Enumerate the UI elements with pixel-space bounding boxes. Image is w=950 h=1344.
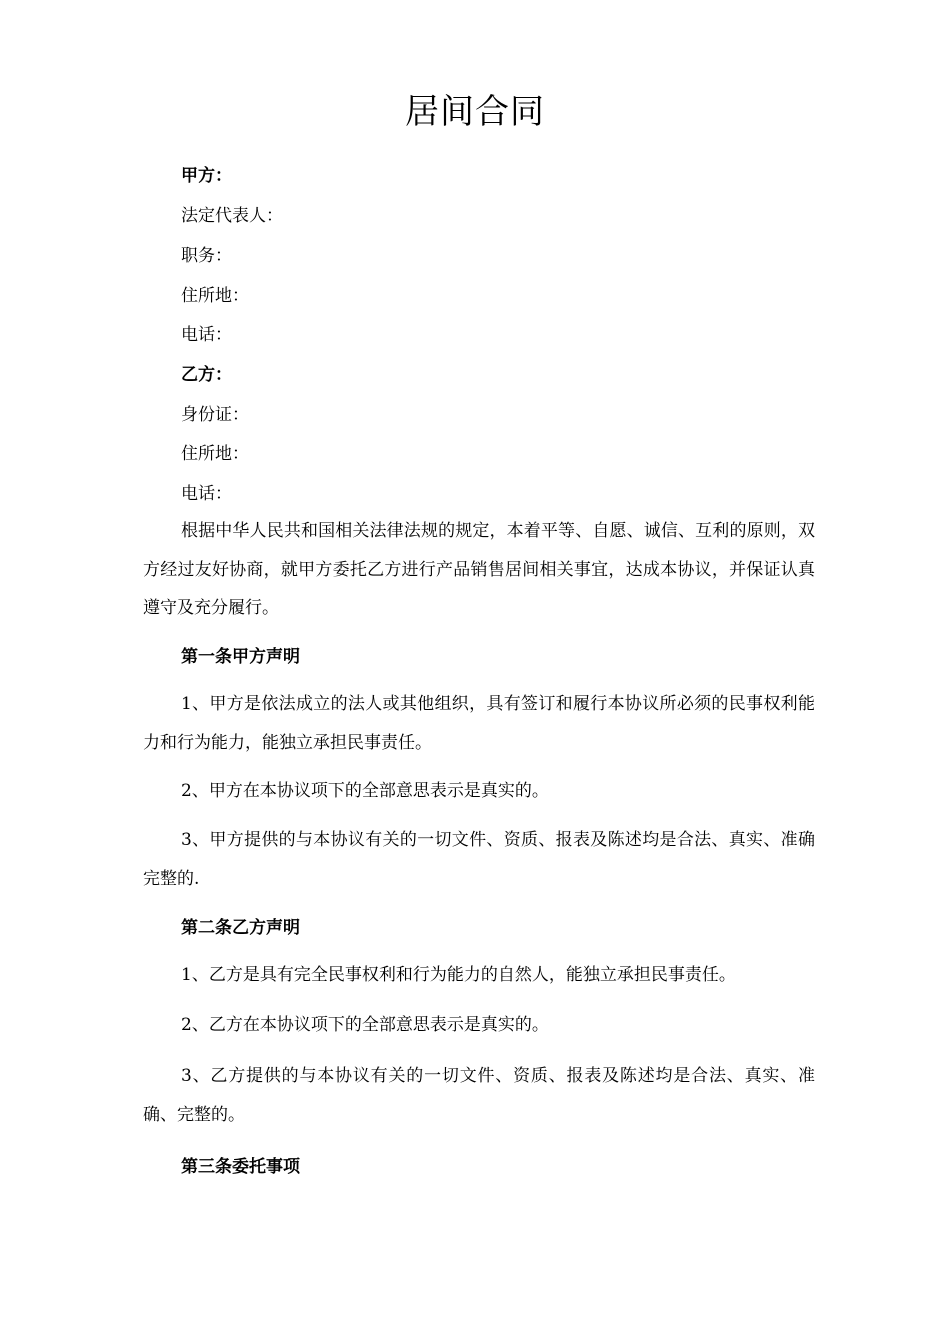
party-b-address: 住所地： <box>181 444 249 464</box>
party-b-id-card: 身份证： <box>181 405 249 425</box>
article2-item3: 3、乙方提供的与本协议有关的一切文件、资质、报表及陈述均是合法、真实、准确、完整的。 <box>143 1066 815 1125</box>
article1-item1: 1、甲方是依法成立的法人或其他组织，具有签订和履行本协议所必须的民事权利能力和行为能力，能独立承担民事责任。 <box>143 694 815 753</box>
party-b-label: 乙方： <box>181 365 232 385</box>
article2-item2: 2、乙方在本协议项下的全部意思表示是真实的。 <box>181 1015 549 1035</box>
article1-item2: 2、甲方在本协议项下的全部意思表示是真实的。 <box>181 781 549 801</box>
party-a-position: 职务： <box>181 246 232 266</box>
party-a-label: 甲方： <box>181 166 232 186</box>
article2-item1: 1、乙方是具有完全民事权利和行为能力的自然人，能独立承担民事责任。 <box>181 965 736 985</box>
preamble-paragraph: 根据中华人民共和国相关法律法规的规定，本着平等、自愿、诚信、互利的原则，双方经过友好协商，就甲方委托乙方进行产品销售居间相关事宜，达成本协议，并保证认真遵守及充分履行。 <box>143 521 815 618</box>
article1-item3: 3、甲方提供的与本协议有关的一切文件、资质、报表及陈述均是合法、真实、准确完整的. <box>143 830 815 889</box>
party-b-phone: 电话： <box>181 484 232 504</box>
article1-heading: 第一条甲方声明 <box>181 647 300 667</box>
article2-heading: 第二条乙方声明 <box>181 918 300 938</box>
party-a-phone: 电话： <box>181 325 232 345</box>
party-a-legal-rep: 法定代表人： <box>181 206 283 226</box>
party-a-address: 住所地： <box>181 286 249 306</box>
article3-heading: 第三条委托事项 <box>181 1157 300 1177</box>
document-title: 居间合同 <box>405 92 545 132</box>
